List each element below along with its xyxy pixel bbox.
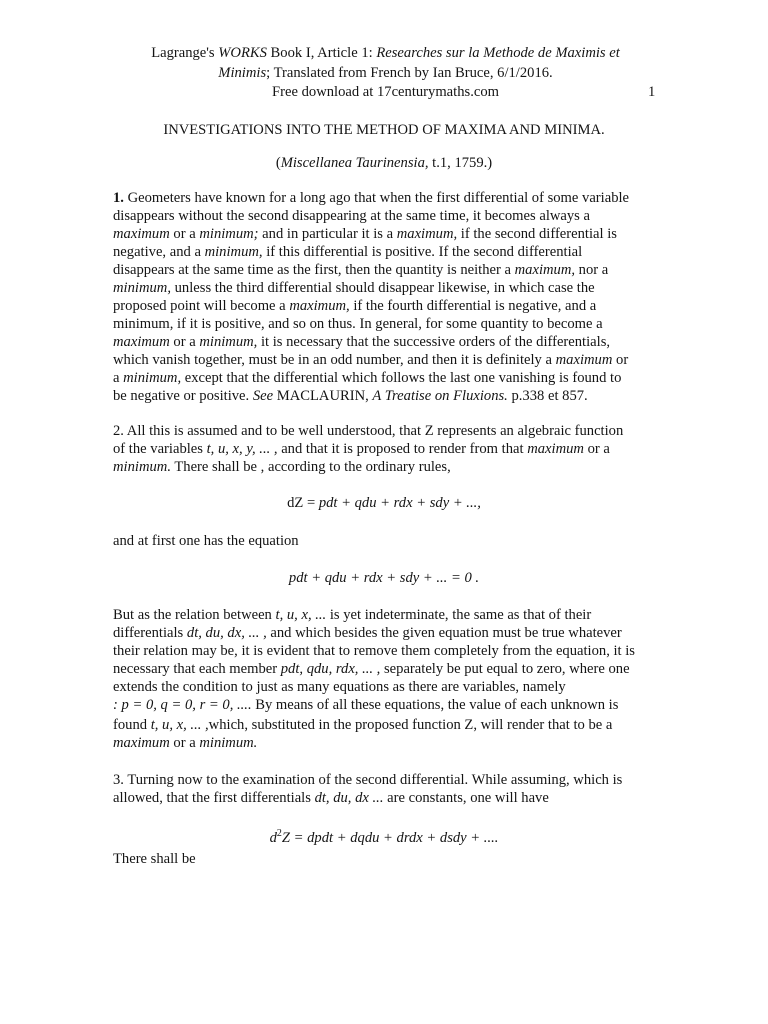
text: separately be put equal to zero, where one (380, 661, 630, 677)
text: a (113, 370, 124, 386)
journal-name: Miscellanea Taurinensia, (280, 155, 429, 171)
inline-equation: : p = 0, q = 0, r = 0, .... (113, 697, 252, 713)
para1-line (113, 387, 588, 405)
text: unless the third differential should disappear likewise, in which case the (170, 280, 595, 296)
eq-lhs: dZ = (287, 495, 319, 511)
text: are constants, one will have (383, 790, 549, 806)
text: or a (583, 441, 610, 457)
term: maximum, (514, 262, 576, 278)
text: Geometers have known for a long ago that when the first differential of some variable (123, 190, 630, 206)
pages: p.338 et 857. (507, 388, 588, 404)
text: which, substituted in the proposed function Z, will render that to be a (208, 717, 613, 733)
text: disappears at the same time as the first, then the quantity is neither a (113, 262, 515, 278)
term: maximum (113, 735, 170, 751)
equation-1 (0, 494, 768, 512)
text: and which besides the given equation must be true whatever (266, 625, 622, 641)
text: and that it is proposed to render from that (277, 441, 528, 457)
para1-line: minimum, if it is positive, and so on thus. In general, for some quantity to become a (113, 316, 603, 332)
eq-exponent: 2 (276, 828, 282, 839)
para3-line (113, 624, 622, 642)
para2-line (113, 458, 451, 476)
eq-d: d (269, 830, 277, 846)
variables: t, u, x, ... (275, 607, 327, 623)
term: minimum, (113, 280, 171, 296)
term: minimum, (204, 244, 263, 260)
source-citation (0, 154, 768, 172)
equation-3 (0, 829, 768, 847)
text: But as the relation between (113, 607, 276, 623)
text: nor a (575, 262, 609, 278)
author: MACLAURIN, (273, 388, 373, 404)
header-translator: ; Translated from French by Ian Bruce, 6/1/2016. (266, 64, 553, 81)
text: if the fourth differential is negative, and a (349, 298, 597, 314)
term: minimum. (199, 735, 258, 751)
para1-line (113, 351, 628, 369)
text: if this differential is positive. If the second differential (262, 244, 583, 260)
para3-line (113, 660, 630, 678)
book-title: A Treatise on Fluxions. (372, 388, 508, 404)
para3-line (113, 606, 591, 624)
para2-line: 2. All this is assumed and to be well understood, that Z represents an algebraic function (113, 423, 624, 439)
text: or a (169, 735, 200, 751)
para1-line (113, 297, 596, 315)
para3-line (113, 734, 257, 752)
text: except that the differential which follows the last one vanishing is found to (181, 370, 622, 386)
eq-body: Z = dpdt + dqdu + drdx + dsdy + .... (281, 830, 499, 846)
paren: ( (275, 155, 281, 171)
text: differentials (113, 625, 187, 641)
term: maximum, (396, 226, 458, 242)
text: of the variables (113, 441, 207, 457)
text: and in particular it is a (258, 226, 397, 242)
header-line-2 (113, 64, 658, 84)
para4-line: 3. Turning now to the examination of the second differential. While assuming, which is (113, 772, 623, 788)
document-title: INVESTIGATIONS INTO THE METHOD OF MAXIMA AND MINIMA. (163, 122, 605, 138)
para1-line (113, 225, 617, 243)
text: proposed point will become a (113, 298, 290, 314)
header-line-3: Free download at 17centurymaths.com (272, 84, 499, 100)
term: minimum, (123, 370, 182, 386)
para2-line (113, 440, 610, 458)
text: or (612, 352, 629, 368)
para1-line (113, 279, 595, 297)
header-line-1 (113, 44, 658, 64)
para1-line (113, 243, 582, 261)
para1-line (113, 261, 608, 279)
para1-line (113, 189, 629, 207)
term: maximum (113, 334, 170, 350)
term: minimum. (113, 459, 171, 475)
text: or a (169, 226, 200, 242)
para1-line (113, 333, 610, 351)
para3-line (113, 716, 612, 734)
variables: t, u, x, y, ... , (206, 441, 278, 457)
para3-line: extends the condition to just as many equations as there are variables, namely (113, 679, 566, 695)
para3-line (113, 696, 618, 714)
para4-line (113, 789, 549, 807)
term: maximum (527, 441, 584, 457)
variables: pdt, qdu, rdx, ... , (280, 661, 381, 677)
text: By means of all these equations, the value of each unknown is (251, 697, 619, 713)
term: maximum (555, 352, 613, 368)
header-title: Minimis (218, 64, 267, 81)
text: necessary that each member (113, 661, 281, 677)
term: minimum; (199, 226, 259, 242)
equation-2 (0, 569, 768, 587)
term: maximum (113, 226, 170, 242)
citation-rest: t.1, 1759.) (428, 155, 493, 171)
text: which vanish together, must be in an odd number, and then it is definitely a (113, 352, 556, 368)
variables: dt, du, dx, ... , (186, 625, 267, 641)
header-title: Researches sur la Methode de Maximis et (376, 45, 620, 61)
text-line: and at first one has the equation (113, 533, 299, 549)
para3-line: their relation may be, it is evident that to remove them completely from the equation, it is (113, 643, 635, 659)
para1-line: disappears without the second disappearing at the same time, it becomes always a (113, 208, 590, 224)
text: allowed, that the first differentials (113, 790, 315, 806)
text: is yet indeterminate, the same as that of their (326, 607, 592, 623)
term: maximum, (289, 298, 350, 314)
eq-body: pdt + qdu + rdx + sdy + ... = 0 . (288, 570, 480, 586)
text: it is necessary that the successive orders of the differentials, (257, 334, 611, 350)
see-ref: See (252, 388, 274, 404)
term: minimum, (199, 334, 258, 350)
header-text: Lagrange's (151, 45, 219, 61)
page-number: 1 (648, 84, 656, 100)
variables: t, u, x, ... , (150, 717, 209, 733)
variables: dt, du, dx ... (314, 790, 384, 806)
text: or a (169, 334, 200, 350)
text: if the second differential is (457, 226, 617, 242)
eq-rhs: pdt + qdu + rdx + sdy + ..., (318, 495, 481, 511)
text: There shall be , according to the ordinary rules, (170, 459, 451, 475)
text: found (113, 717, 151, 733)
header-text: Book I, Article 1: (266, 45, 377, 61)
section-number: 1. (113, 190, 124, 206)
para1-line (113, 369, 621, 387)
text-line: There shall be (113, 851, 196, 867)
header-works: WORKS (218, 45, 267, 61)
text: be negative or positive. (113, 388, 253, 404)
text: negative, and a (113, 244, 205, 260)
